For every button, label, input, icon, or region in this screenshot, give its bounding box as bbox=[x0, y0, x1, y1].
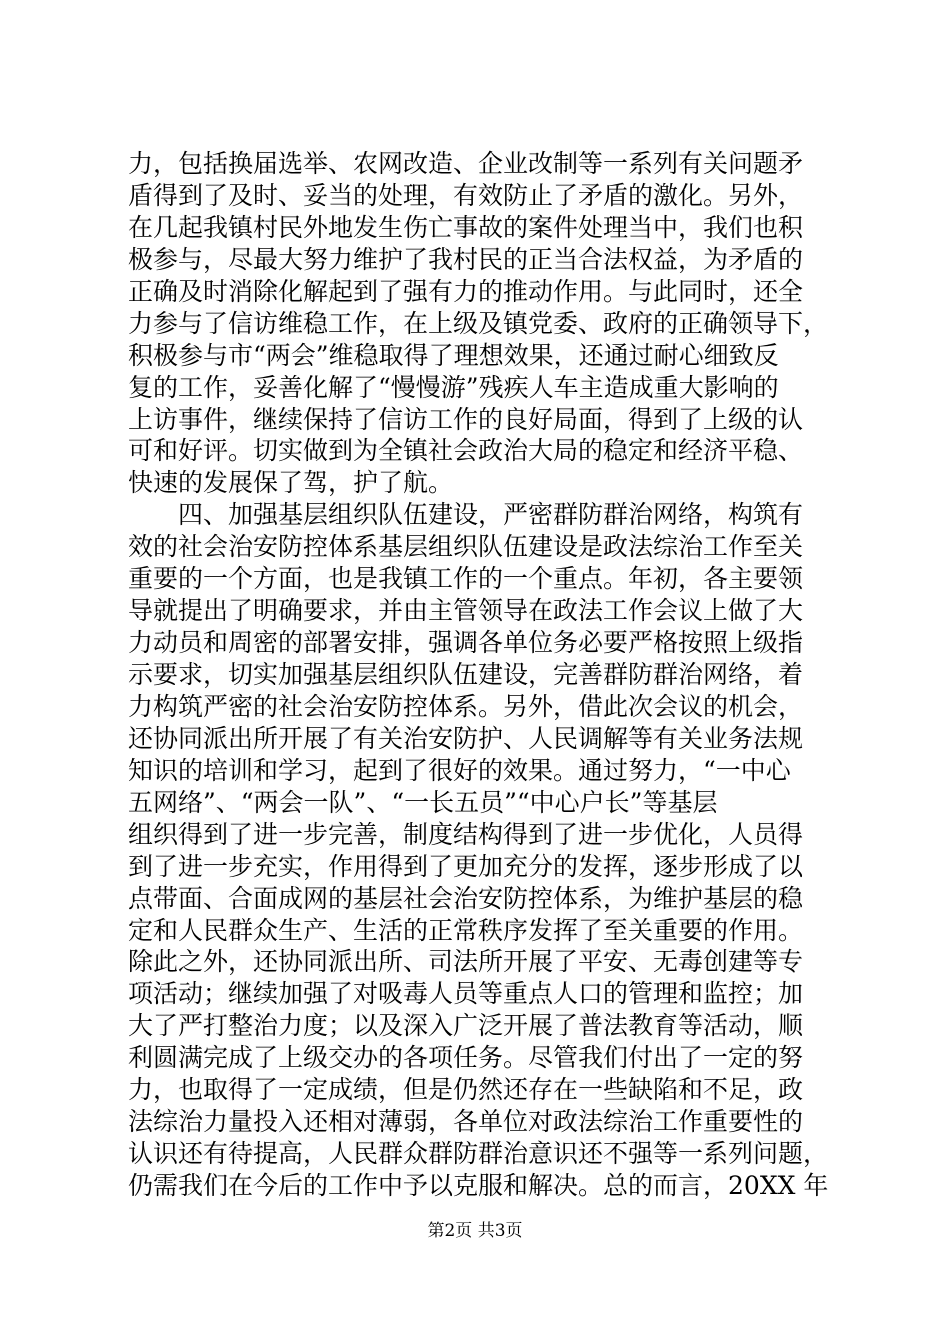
text-line: 导就提出了明确要求，并由主管领导在政法工作会议上做了大 bbox=[128, 596, 804, 626]
body-text bbox=[128, 148, 828, 1202]
paragraph-heading-line: 四、加强基层组织队伍建设，严密群防群治网络，构筑有 bbox=[128, 500, 804, 530]
text-line: 知识的培训和学习，起到了很好的效果。通过努力，“一中心 bbox=[128, 755, 791, 785]
text-line: 力，包括换届选举、农网改造、企业改制等一系列有关问题矛 bbox=[128, 149, 804, 178]
text-line: 力构筑严密的社会治安防控体系。另外，借此次会议的机会， bbox=[128, 691, 804, 721]
text-line: 除此之外，还协同派出所、司法所开展了平安、无毒创建等专 bbox=[128, 947, 804, 977]
text-line: 复的工作，妥善化解了“慢慢游”残疾人车主造成重大影响的 bbox=[128, 372, 779, 402]
text-line: 还协同派出所开展了有关治安防护、人民调解等有关业务法规 bbox=[128, 723, 804, 753]
text-line: 力，也取得了一定成绩，但是仍然还存在一些缺陷和不足，政 bbox=[128, 1075, 804, 1105]
text-line: 仍需我们在今后的工作中予以克服和解决。总的而言，20XX 年 bbox=[128, 1171, 829, 1200]
text-line: 效的社会治安防控体系基层组织队伍建设是政法综治工作至关 bbox=[128, 532, 804, 562]
text-line: 五网络”、“两会一队”、“一长五员”“中心户长”等基层 bbox=[128, 787, 718, 817]
text-line: 重要的一个方面，也是我镇工作的一个重点。年初，各主要领 bbox=[128, 564, 804, 594]
text-line: 点带面、合面成网的基层社会治安防控体系，为维护基层的稳 bbox=[128, 883, 804, 913]
text-line: 大了严打整治力度；以及深入广泛开展了普法教育等活动，顺 bbox=[128, 1011, 804, 1041]
text-line: 极参与，尽最大努力维护了我村民的正当合法权益，为矛盾的 bbox=[128, 244, 804, 274]
text-line: 积极参与市“两会”维稳取得了理想效果，还通过耐心细致反 bbox=[128, 340, 779, 370]
text-line: 定和人民群众生产、生活的正常秩序发挥了至关重要的作用。 bbox=[128, 915, 804, 945]
text-line: 利圆满完成了上级交办的各项任务。尽管我们付出了一定的努 bbox=[128, 1043, 804, 1073]
text-line: 盾得到了及时、妥当的处理，有效防止了矛盾的激化。另外， bbox=[128, 180, 804, 210]
text-line: 力动员和周密的部署安排，强调各单位务必要严格按照上级指 bbox=[128, 628, 804, 658]
text-line: 法综治力量投入还相对薄弱，各单位对政法综治工作重要性的 bbox=[128, 1107, 804, 1137]
text-line: 到了进一步充实，作用得到了更加充分的发挥，逐步形成了以 bbox=[128, 851, 804, 881]
text-line: 在几起我镇村民外地发生伤亡事故的案件处理当中，我们也积 bbox=[128, 212, 804, 242]
text-line: 快速的发展保了驾，护了航。 bbox=[128, 468, 454, 498]
text-line: 组织得到了进一步完善，制度结构得到了进一步优化，人员得 bbox=[128, 819, 804, 849]
text-line: 正确及时消除化解起到了强有力的推动作用。与此同时，还全 bbox=[128, 276, 804, 306]
text-line: 示要求，切实加强基层组织队伍建设，完善群防群治网络，着 bbox=[128, 660, 804, 689]
page-number-footer: 第2页 共3页 bbox=[427, 1221, 523, 1241]
text-line: 力参与了信访维稳工作，在上级及镇党委、政府的正确领导下， bbox=[128, 308, 829, 338]
text-line: 项活动；继续加强了对吸毒人员等重点人口的管理和监控；加 bbox=[128, 979, 804, 1009]
text-line: 可和好评。切实做到为全镇社会政治大局的稳定和经济平稳、 bbox=[128, 436, 804, 466]
text-line: 上访事件，继续保持了信访工作的良好局面，得到了上级的认 bbox=[128, 404, 804, 434]
text-line: 认识还有待提高，人民群众群防群治意识还不强等一系列问题， bbox=[128, 1139, 829, 1169]
